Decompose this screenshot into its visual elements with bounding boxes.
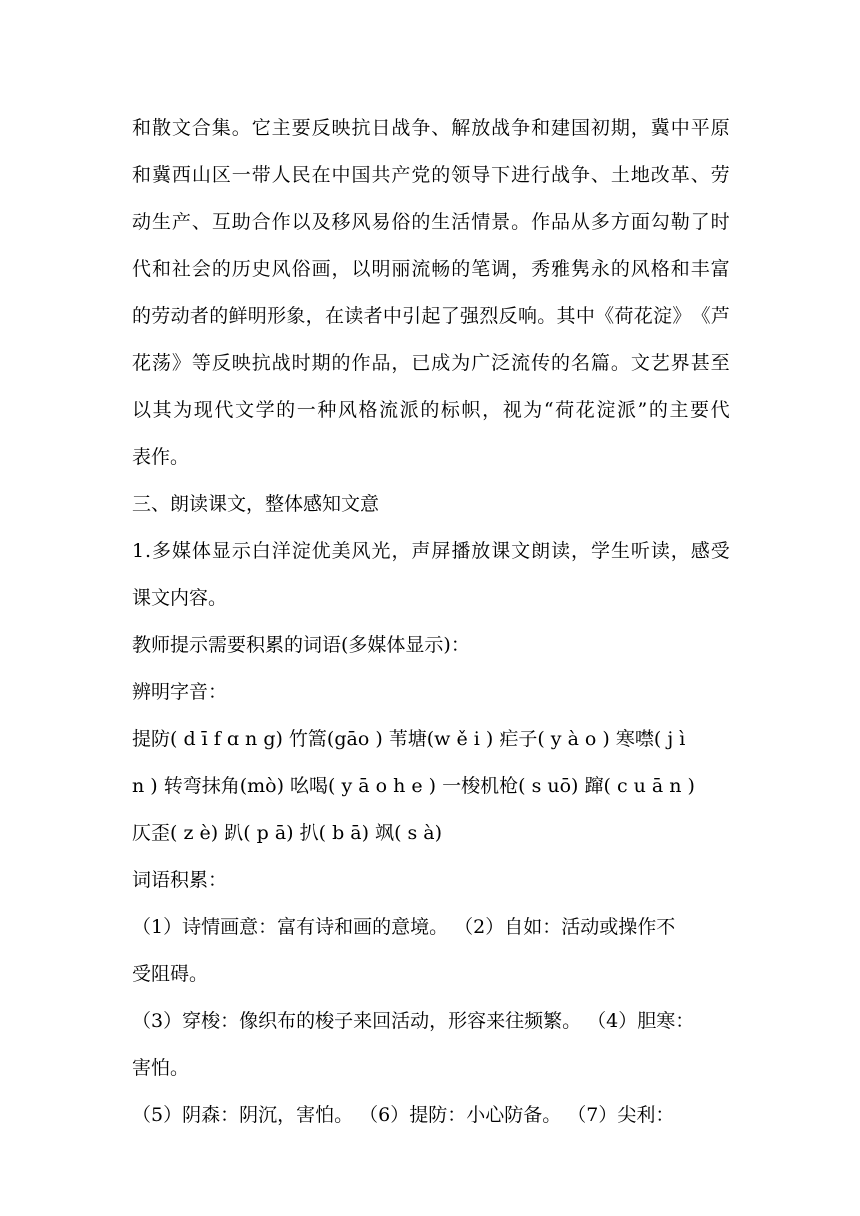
vocabulary-line: 受阻碍。 [132, 963, 209, 985]
subheading-pronunciation: 辨明字音： [132, 681, 228, 703]
pinyin-line: n ) 转弯抹角(mò) 吆喝( y ā o h e ) 一梭机枪( s uō) 蹿( c u ā n ) [132, 775, 695, 797]
pinyin-line: 仄歪( z è) 趴( p ā) 扒( b ā) 飒( s à) [132, 822, 443, 844]
section-heading: 三、朗读课文，整体感知文意 [132, 493, 380, 515]
text-line: 和 散 文 合 集 。 它 主 要 反 映 抗 日 战 争 、 解 放 战 争 和 建 国 初 期 ， 冀 中 平 原 [132, 117, 730, 139]
vocabulary-line: （1）诗情画意：富有诗和画的意境。 （2）自如：活动或操作不 [132, 916, 676, 938]
vocabulary-line: （5）阴森：阴沉，害怕。 （6）提防：小心防备。 （7）尖利： [132, 1104, 675, 1126]
text-line: 1 . 多 媒 体 显 示 白 洋 淀 优 美 风 光 ， 声 屏 播 放 课 文 朗 读 ， 学 生 听 读 ， 感 受 [132, 540, 730, 562]
text-line: 教师提示需要积累的词语(多媒体显示)： [132, 634, 470, 656]
text-line: 课文内容。 [132, 587, 228, 609]
subheading-vocabulary: 词语积累： [132, 869, 228, 891]
text-line: 花 荡 》 等 反 映 抗 战 时 期 的 作 品 ， 已 成 为 广 泛 流 传 的 名 篇 。 文 艺 界 甚 至 [132, 352, 730, 374]
text-line: 动 生 产 、 互 助 合 作 以 及 移 风 易 俗 的 生 活 情 景 。 作 品 从 多 方 面 勾 勒 了 时 [132, 211, 730, 233]
text-line: 的 劳 动 者 的 鲜 明 形 象 ， 在 读 者 中 引 起 了 强 烈 反 响 。 其 中 《 荷 花 淀 》 《 芦 [132, 305, 730, 327]
vocabulary-line: （3）穿梭：像织布的梭子来回活动，形容来往频繁。 （4）胆寒： [132, 1010, 695, 1032]
text-line: 和 冀 西 山 区 一 带 人 民 在 中 国 共 产 党 的 领 导 下 进 行 战 争 、 土 地 改 革 、 劳 [132, 164, 730, 186]
text-line: 代 和 社 会 的 历 史 风 俗 画 ， 以 明 丽 流 畅 的 笔 调 ， 秀 雅 隽 永 的 风 格 和 丰 富 [132, 258, 730, 280]
text-line: 表作。 [132, 446, 190, 468]
vocabulary-line: 害怕。 [132, 1057, 190, 1079]
pinyin-line: 提防( d ī f ɑ n g) 竹篙(gāo ) 苇塘(w ě i ) 疟子( y à o ) 寒噤( j ì [132, 728, 686, 750]
text-line: 以 其 为 现 代 文 学 的 一 种 风 格 流 派 的 标 帜 ， 视 为 “ 荷 花 淀 派 ” 的 主 要 代 [132, 399, 730, 421]
